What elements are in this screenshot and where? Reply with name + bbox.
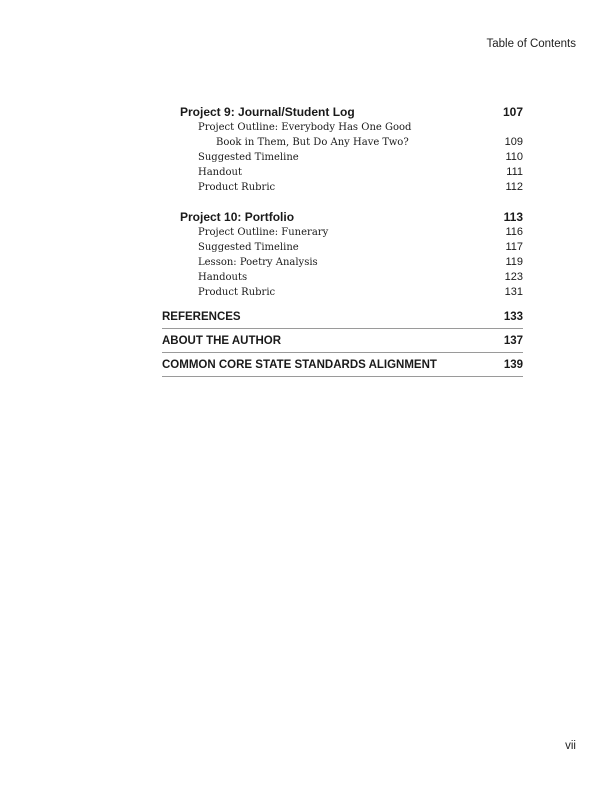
running-head: Table of Contents [486, 38, 576, 50]
toc-subentry[interactable] [162, 285, 523, 300]
toc-subentry-label: Product Rubric [198, 182, 276, 193]
toc-subentry-label: Project Outline: Funerary [198, 227, 329, 238]
toc-entry-page: 113 [503, 210, 523, 224]
toc-subentry[interactable] [162, 120, 523, 135]
toc-subentry-label: Lesson: Poetry Analysis [198, 257, 318, 268]
toc-section-title: ABOUT THE AUTHOR [162, 335, 282, 347]
toc-section-standards-alignment[interactable] [162, 354, 523, 377]
toc-entry-title: Project 10: Portfolio [180, 210, 295, 224]
toc-subentry-label: Handouts [198, 272, 248, 283]
spacer [162, 195, 523, 209]
toc-entry-page: 107 [502, 105, 523, 119]
toc-entry-project-10[interactable] [162, 209, 523, 225]
toc-subentry-label: Product Rubric [198, 287, 276, 298]
toc-subentry[interactable] [162, 240, 523, 255]
toc-subentry[interactable] [162, 270, 523, 285]
toc-subentry-page: 131 [504, 286, 523, 298]
toc-subentry-page: 110 [505, 151, 523, 163]
toc-subentry-label: Suggested Timeline [198, 242, 299, 253]
toc-subentry-page: 123 [504, 271, 523, 283]
toc-entry-project-9[interactable] [162, 104, 523, 120]
toc-subentry[interactable] [162, 135, 523, 150]
toc-section-title: REFERENCES [162, 311, 241, 323]
toc-subentry[interactable] [162, 180, 523, 195]
toc-subentry[interactable] [162, 150, 523, 165]
toc-subentry[interactable] [162, 165, 523, 180]
toc-subentry-page: 119 [505, 256, 523, 268]
table-of-contents [162, 104, 523, 378]
toc-subentry[interactable] [162, 255, 523, 270]
toc-subentry-page: 111 [506, 166, 523, 178]
toc-entry-title: Project 9: Journal/Student Log [180, 105, 355, 119]
toc-subentry-page: 109 [504, 136, 523, 148]
toc-subentry-label: Handout [198, 167, 243, 178]
toc-subentry-label: Project Outline: Everybody Has One Good [198, 122, 412, 133]
toc-subentry-page: 117 [505, 241, 523, 253]
toc-section-page: 139 [503, 359, 523, 371]
toc-section-page: 137 [503, 335, 523, 347]
toc-section-about-the-author[interactable] [162, 330, 523, 353]
page-number: vii [565, 740, 576, 752]
toc-subentry-page: 112 [505, 181, 523, 193]
toc-section-page: 133 [503, 311, 523, 323]
toc-subentry-label: Book in Them, But Do Any Have Two? [216, 137, 409, 148]
toc-subentry-label: Suggested Timeline [198, 152, 299, 163]
toc-subentry-page: 116 [505, 226, 523, 238]
toc-section-title: COMMON CORE STATE STANDARDS ALIGNMENT [162, 359, 437, 371]
toc-subentry[interactable] [162, 225, 523, 240]
toc-section-references[interactable] [162, 306, 523, 329]
